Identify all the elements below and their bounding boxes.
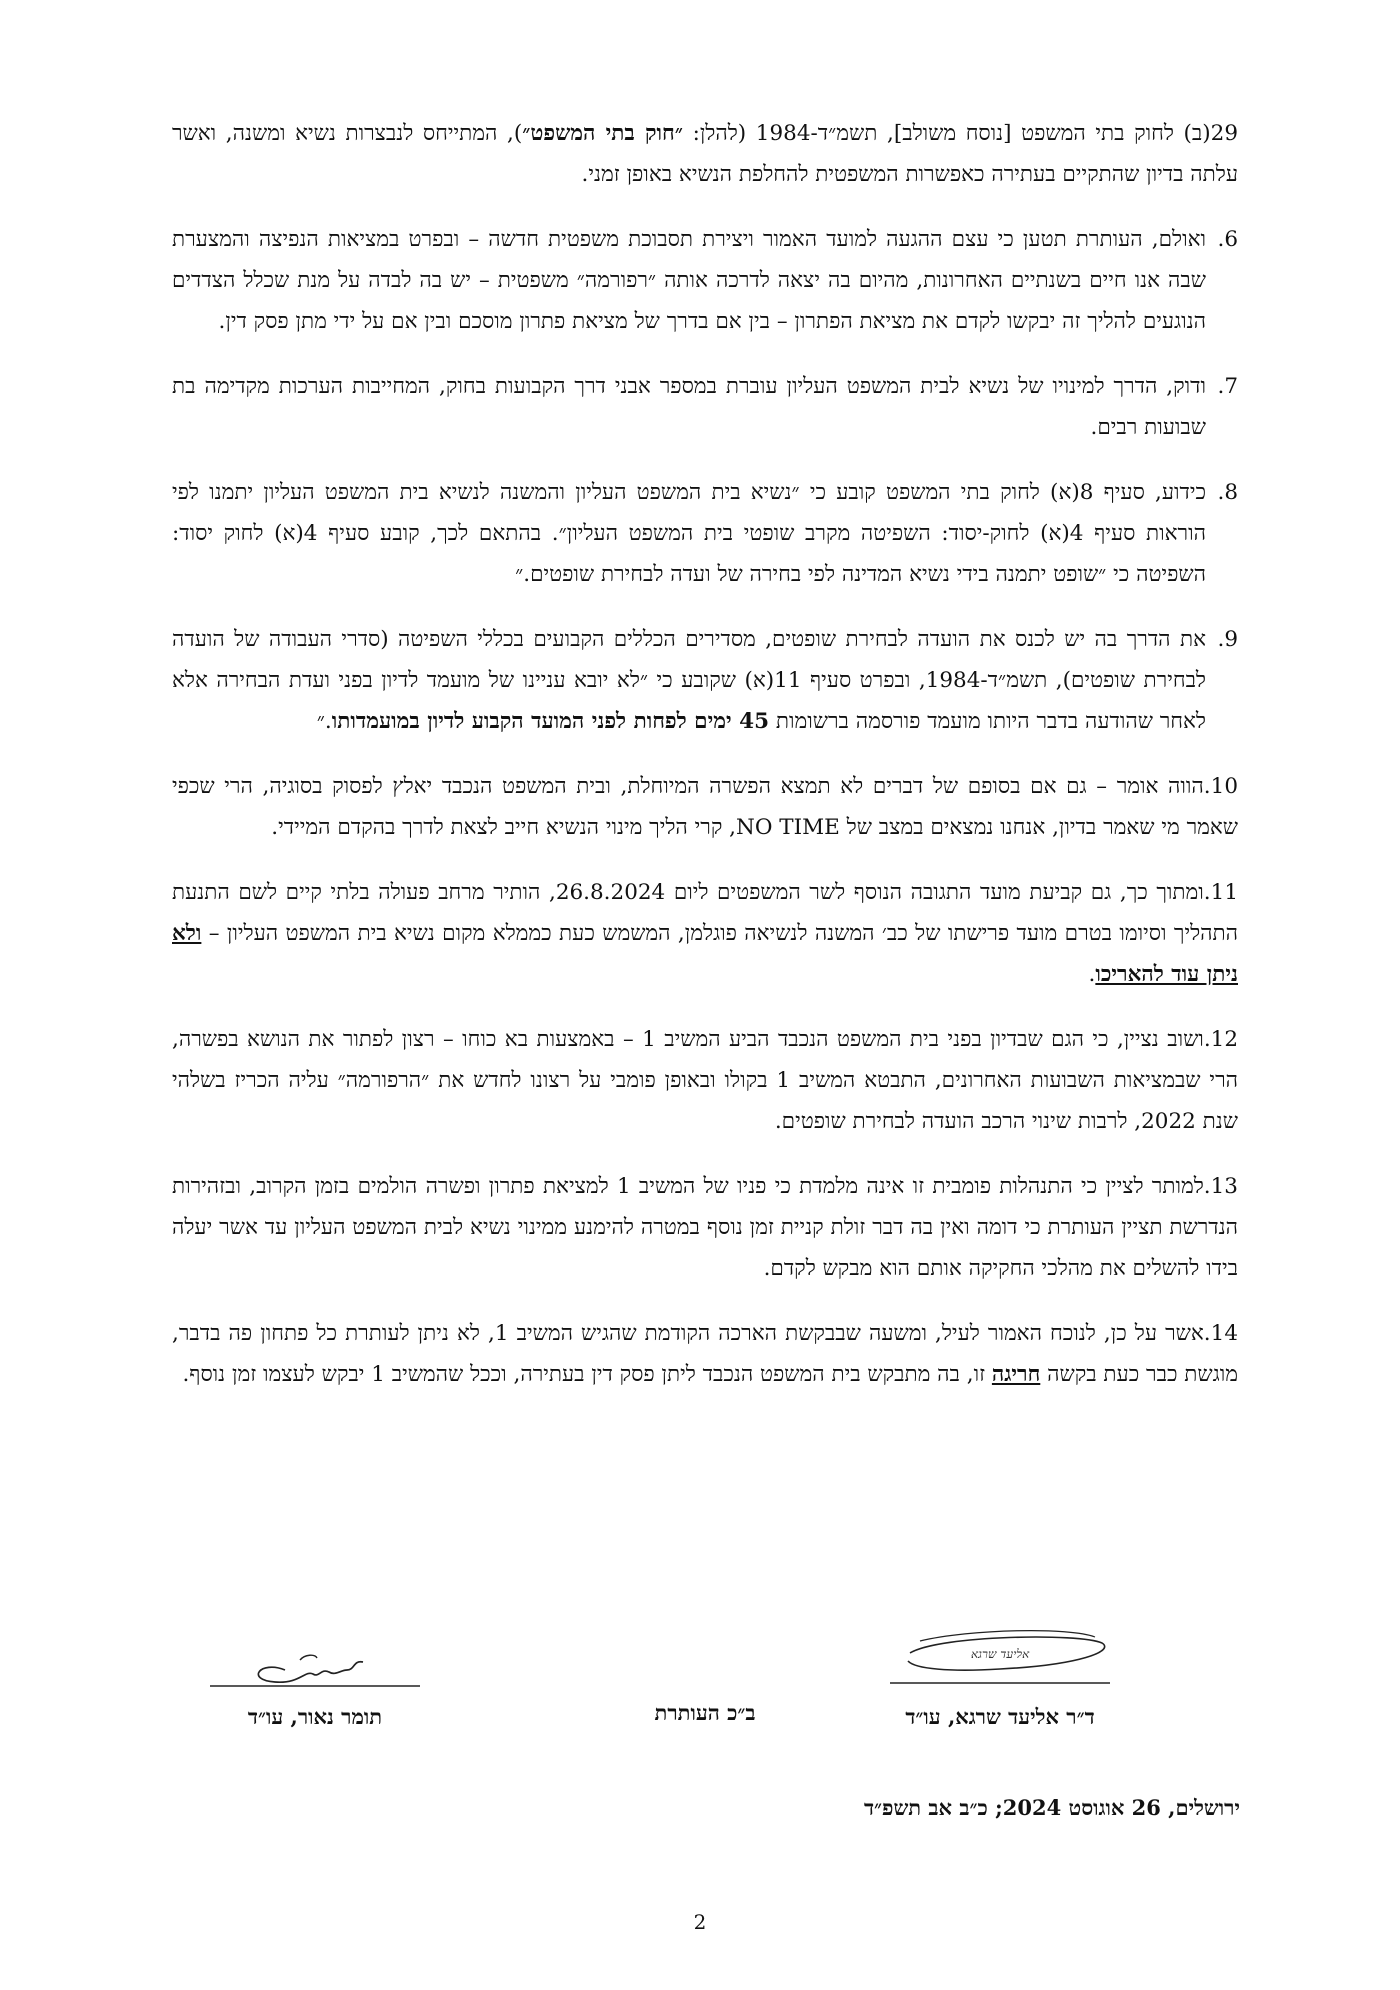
paragraph-number: 7. xyxy=(1217,374,1238,399)
signature-block-left xyxy=(205,1640,425,1730)
emphasis-underline: חריגה xyxy=(991,1362,1041,1387)
paragraph-12: 12.ושוב נציין, כי הגם שבדיון בפני בית המשפט הנכבד הביע המשיב 1 – באמצעות בא כוחו – רצון לפתור את הנושא בפשרה, הרי שבמציאות השבועות האחרונים, התבטא המשיב 1 בקולו ובאופן פומבי על רצונו לחדש את ״הרפורמה״ עליה הכריז בשלהי שנת 2022, לרבות שינוי הרכב הועדה לבחירת שופטים. xyxy=(172,1027,1239,1134)
paragraph-number: 14. xyxy=(1203,1321,1238,1346)
signature-handwritten-graphic xyxy=(205,1640,425,1700)
emphasis-bold: 45 ימים לפחות לפני המועד הקבוע לדיון במועמדותו xyxy=(331,709,770,734)
paragraph-11: 11.ומתוך כך, גם קביעת מועד התגובה הנוסף לשר המשפטים ליום 26.8.2024, הותיר מרחב פעולה בלתי קיים לשם התנעת התהליך וסיומו בטרם מועד פרישתו של כב׳ המשנה לנשיאה פוגלמן, המשמש כעת כממלא מקום נשיא בית המשפט העליון – ולא ניתן עוד להאריכו. xyxy=(172,880,1238,987)
paragraph-10: 10.הווה אומר – גם אם בסופם של דברים לא תמצא הפשרה המיוחלת, ובית המשפט הנכבד יאלץ לפסוק בסוגיה, הרי שכפי שאמר מי שאמר בדיון, אנחנו נמצאים במצב של NO TIME, קרי הליך מינוי הנשיא חייב לצאת לדרך בהקדם המיידי. xyxy=(172,774,1238,840)
document-body xyxy=(172,113,1238,1419)
paragraph-8: 8. כידוע, סעיף 8(א) לחוק בתי המשפט קובע כי ״נשיא בית המשפט העליון והמשנה לנשיא בית המשפט העליון יתמנו לפי הוראות סעיף 4(א) לחוק-יסוד: השפיטה מקרב שופטי בית המשפט העליון״. בהתאם לכך, קובע סעיף 4(א) לחוק יסוד: השפיטה כי ״שופט יתמנה בידי נשיא המדינה לפי בחירה של ועדה לבחירת שופטים.״ xyxy=(172,472,1238,595)
signatory-name-right: ד״ר אליעד שרגא, עו״ד xyxy=(905,1704,1095,1729)
paragraph-9: 9. את הדרך בה יש לכנס את הועדה לבחירת שופטים, מסדירים הכללים הקבועים בכללי השפיטה (סדרי העבודה של הועדה לבחירת שופטים), תשמ״ד-1984, ובפרט סעיף 11(א) שקובע כי ״לא יובא עניינו של מועמד לדיון בפני ועדת הבחירה אלא לאחר שהודעה בדבר היותו מועמד פורסמה ברשומות 45 ימים לפחות לפני המועד הקבוע לדיון במועמדותו.״ xyxy=(172,619,1238,742)
paragraph-number: 10. xyxy=(1203,774,1238,799)
paragraph-number: 6. xyxy=(1217,227,1238,252)
paragraph-6: 6. ואולם, העותרת תטען כי עצם ההגעה למועד האמור ויצירת תסבוכת משפטית חדשה – ובפרט במציאות הנפיצה והמצערת שבה אנו חיים בשנתיים האחרונות, מהיום בה יצאה לדרכה אותה ״רפורמה״ משפטית – יש בה לבדה על מנת שכלל הצדדים הנוגעים להליך זה יבקשו לקדם את מציאת הפתרון – בין אם בדרך של מציאת פתרון מוסכם ובין אם על ידי מתן פסק דין. xyxy=(172,219,1238,342)
paragraph-7: 7. ודוק, הדרך למינויו של נשיא לבית המשפט העליון עוברת במספר אבני דרך הקבועות בחוק, המחייבות הערכות מקדימה בת שבועות רבים. xyxy=(172,366,1238,448)
date-line: ירושלים, 26 אוגוסט 2024; כ״ב אב תשפ״ד xyxy=(863,1795,1240,1820)
stamp-text: אליעד שרגא xyxy=(970,1647,1030,1661)
paragraph-5-continuation: 29(ב) לחוק בתי המשפט [נוסח משולב], תשמ״ד-1984 (להלן: ״חוק בתי המשפט״), המתייחס לנבצרות נשיא ומשנה, ואשר עלתה בדיון שהתקיים בעתירה כאפשרות המשפטית להחלפת הנשיא באופן זמני. xyxy=(172,121,1239,187)
signature-stamp-graphic xyxy=(880,1625,1120,1700)
defined-term: ״חוק בתי המשפט״ xyxy=(522,121,683,146)
emphasis-underline: ולא ניתן עוד להאריכו xyxy=(172,921,1238,987)
representation-label: ב״כ העותרת xyxy=(654,1700,756,1725)
paragraph-number: 9. xyxy=(1217,627,1238,652)
signatory-name-left: תומר נאור, עו״ד xyxy=(247,1704,383,1729)
paragraph-number: 11. xyxy=(1203,880,1238,905)
paragraph-number: 13. xyxy=(1203,1174,1238,1199)
paragraph-13: 13.למותר לציין כי התנהלות פומבית זו אינה מלמדת כי פניו של המשיב 1 למציאת פתרון ופשרה הולמים בזמן הקרוב, ובזהירות הנדרשת תציין העותרת כי דומה ואין בה דבר זולת קניית זמן נוסף במטרה להימנע ממינוי נשיא לבית המשפט העליון עד אשר יעלה בידו להשלים את מהלכי החקיקה אותם הוא מבקש לקדם. xyxy=(172,1174,1238,1281)
signature-block-right xyxy=(880,1625,1120,1730)
paragraph-number: 12. xyxy=(1203,1027,1239,1052)
page-number: 2 xyxy=(693,1910,707,1934)
paragraph-14: 14.אשר על כן, לנוכח האמור לעיל, ומשעה שבבקשת הארכה הקודמת שהגיש המשיב 1, לא ניתן לעותרת כל פתחון פה בדבר, מוגשת כבר כעת בקשה חריגה זו, בה מתבקש בית המשפט הנכבד ליתן פסק דין בעתירה, וככל שהמשיב 1 יבקש לעצמו זמן נוסף. xyxy=(172,1321,1238,1387)
paragraph-number: 8. xyxy=(1217,480,1238,505)
